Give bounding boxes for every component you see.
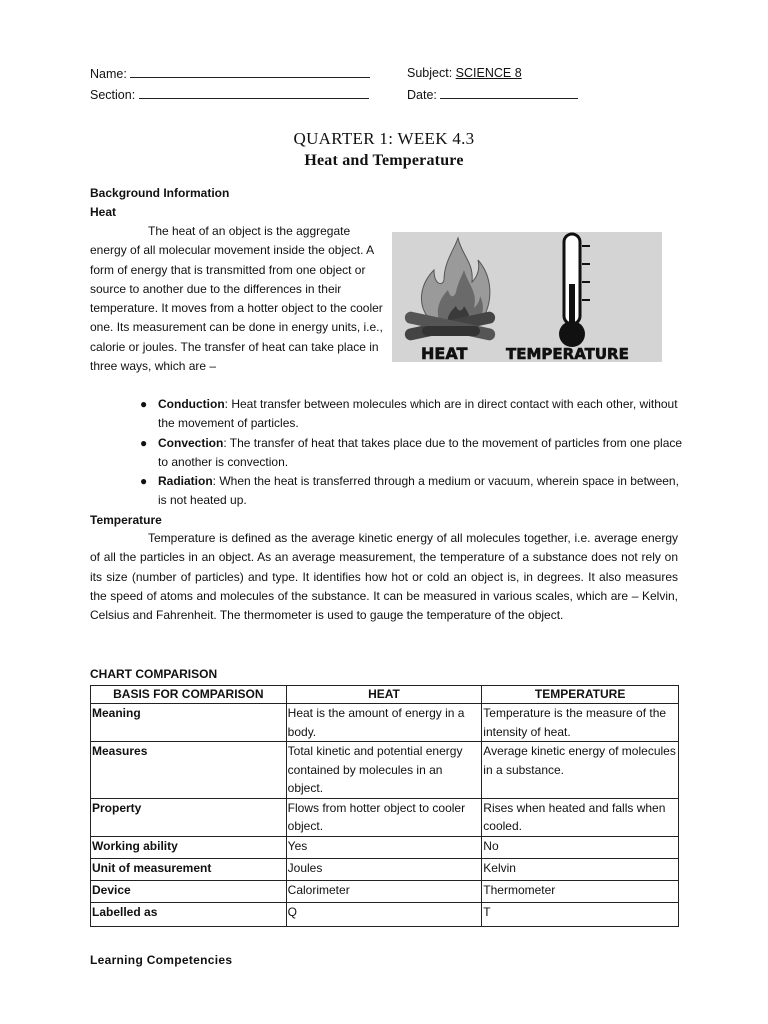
temperature-paragraph-text: Temperature is defined as the average kinetic energy of all molecules together, i.e. average energy of all the particles in an object. As an average measurement, the temperature of a substance does not rely on its size (number of particles) and type. It identifies how hot or cold an object is, in degrees. It also measures the speed of atoms and molecules of the substance. It can be measured in various scales, which are – Kelvin, Celsius and Fahrenheit. The thermometer is used to gauge the temperature of the object. bbox=[90, 531, 678, 623]
table-row bbox=[91, 902, 679, 926]
table-row bbox=[91, 836, 679, 858]
table-row bbox=[91, 858, 679, 880]
date-field bbox=[407, 86, 578, 103]
heat-temperature-illustration bbox=[392, 232, 662, 362]
section-label: Section: bbox=[90, 88, 136, 102]
temperature-caption: TEMPERATURE bbox=[506, 345, 629, 362]
table-cell-temperature: T bbox=[482, 902, 679, 926]
list-item bbox=[90, 472, 685, 511]
subject-field bbox=[407, 65, 522, 81]
name-label: Name: bbox=[90, 67, 127, 81]
table-cell-temperature: No bbox=[482, 836, 679, 858]
table-cell-temperature: Kelvin bbox=[482, 858, 679, 880]
chart-heading: CHART COMPARISON bbox=[90, 667, 218, 681]
table-cell-temperature: Average kinetic energy of molecules in a substance. bbox=[482, 742, 679, 799]
date-blank[interactable] bbox=[440, 86, 578, 99]
table-row bbox=[91, 880, 679, 902]
illustration-svg bbox=[392, 232, 662, 362]
table-row bbox=[91, 704, 679, 742]
heat-paragraph bbox=[90, 222, 390, 376]
table-cell-temperature: Temperature is the measure of the intensity of heat. bbox=[482, 704, 679, 742]
table-cell-heat: Calorimeter bbox=[286, 880, 482, 902]
table-cell-temperature: Thermometer bbox=[482, 880, 679, 902]
table-row bbox=[91, 798, 679, 836]
table-cell-basis: Measures bbox=[91, 742, 287, 799]
bullet-text: : The transfer of heat that takes place due to the movement of particles from one place to another is convection. bbox=[158, 435, 683, 469]
heat-heading: Heat bbox=[90, 205, 117, 219]
quarter-title: QUARTER 1: WEEK 4.3 bbox=[293, 129, 475, 148]
table-cell-basis: Labelled as bbox=[91, 902, 287, 926]
comparison-table bbox=[90, 685, 679, 927]
table-cell-basis: Device bbox=[91, 880, 287, 902]
subject-value: SCIENCE 8 bbox=[455, 66, 522, 80]
table-header-row bbox=[91, 686, 679, 704]
table-cell-basis: Working ability bbox=[91, 836, 287, 858]
table-cell-heat: Yes bbox=[286, 836, 482, 858]
list-item bbox=[90, 434, 685, 473]
column-header: HEAT bbox=[286, 686, 482, 704]
section-field bbox=[90, 86, 369, 103]
temperature-heading: Temperature bbox=[90, 513, 162, 527]
table-cell-heat: Q bbox=[286, 902, 482, 926]
fire-icon bbox=[404, 238, 496, 341]
column-header: BASIS FOR COMPARISON bbox=[91, 686, 287, 704]
bullet-term: Conduction bbox=[158, 397, 225, 411]
table-cell-heat: Total kinetic and potential energy contained by molecules in an object. bbox=[286, 742, 482, 799]
bullet-text: : Heat transfer between molecules which are in direct contact with each other, without the movement of particles. bbox=[158, 397, 678, 431]
thermometer-icon bbox=[559, 234, 590, 347]
table-cell-basis: Property bbox=[91, 798, 287, 836]
bullet-text: : When the heat is transferred through a medium or vacuum, wherein space in between, is not heated up. bbox=[158, 474, 679, 508]
heat-caption: HEAT bbox=[421, 344, 468, 362]
learning-competencies-heading: Learning Competencies bbox=[90, 953, 233, 967]
table-cell-basis: Meaning bbox=[91, 704, 287, 742]
list-item bbox=[90, 395, 685, 434]
bullet-icon: ● bbox=[140, 435, 148, 450]
table-row bbox=[91, 742, 679, 799]
background-heading: Background Information bbox=[90, 186, 230, 200]
subject-label: Subject: bbox=[407, 66, 453, 80]
table-cell-temperature: Rises when heated and falls when cooled. bbox=[482, 798, 679, 836]
name-blank[interactable] bbox=[130, 65, 370, 78]
section-blank[interactable] bbox=[139, 86, 369, 99]
name-field bbox=[90, 65, 370, 82]
bullet-icon: ● bbox=[140, 474, 148, 489]
column-header: TEMPERATURE bbox=[482, 686, 679, 704]
bullet-icon: ● bbox=[140, 397, 148, 411]
date-label: Date: bbox=[407, 88, 437, 102]
bullet-term: Radiation bbox=[158, 474, 213, 489]
bullet-term: Convection bbox=[158, 435, 224, 450]
table-cell-heat: Heat is the amount of energy in a body. bbox=[286, 704, 482, 742]
topic-title: Heat and Temperature bbox=[304, 152, 464, 169]
table-cell-heat: Joules bbox=[286, 858, 482, 880]
heat-paragraph-text: The heat of an object is the aggregate energy of all molecular movement inside the object. A form of energy that is transmitted from one object or source to another due to the differences in their temperature. It moves from a hotter object to the cooler one. Its measurement can be done in energy units, i.e., calorie or joules. The transfer of heat can take place in three ways, which are – bbox=[90, 224, 383, 374]
table-cell-basis: Unit of measurement bbox=[91, 858, 287, 880]
table-cell-heat: Flows from hotter object to cooler object. bbox=[286, 798, 482, 836]
temperature-paragraph bbox=[90, 529, 678, 625]
heat-transfer-list bbox=[90, 395, 685, 511]
